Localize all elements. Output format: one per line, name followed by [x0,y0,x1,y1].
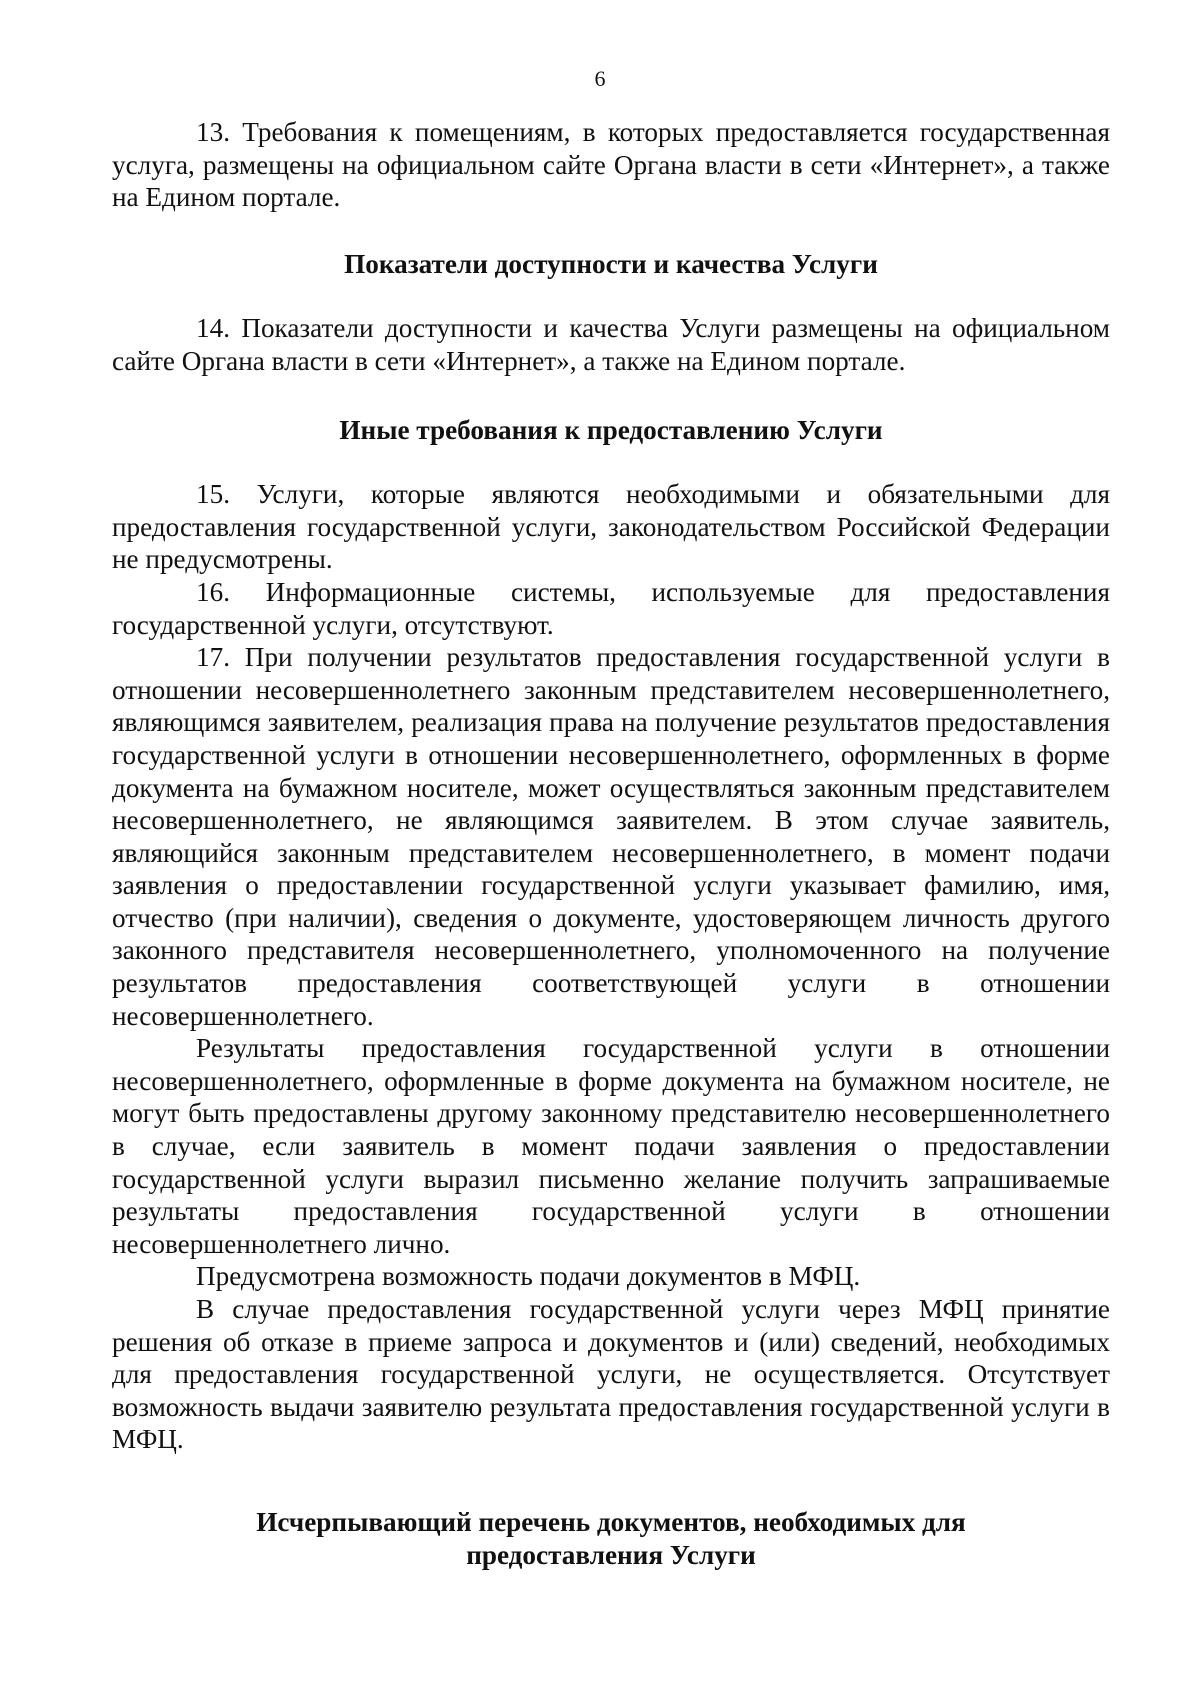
heading-documents-line-1: Исчерпывающий перечень документов, необходимых для [256,1506,966,1537]
paragraph-17-results: Результаты предоставления государственной услуги в отношении несовершеннолетнего, оформленные в форме документа на бумажном носителе, не могут быть предоставлены другому законному представителю несовершеннолетнего в случае, если заявитель в момент подачи заявления о предоставлении государственной услуги выразил письменно желание получить запрашиваемые результаты предоставления государственной услуги в отношении несовершеннолетнего лично. [112,1033,1110,1259]
heading-quality: Показатели доступности и качества Услуги [344,248,878,279]
paragraph-17-case: В случае предоставления государственной услуги через МФЦ принятие решения об отказе в приеме запроса и документов и (или) сведений, необходимых для предоставления государственной услуги, не осуществляется. Отсутствует возможность выдачи заявителю результата предоставления государственной услуги в МФЦ. [112,1294,1110,1455]
paragraph-16: 16. Информационные системы, используемые для предоставления государственной услуги, отсутствуют. [112,576,1110,640]
paragraph-14: 14. Показатели доступности и качества Услуги размещены на официальном сайте Органа власти в сети «Интернет», а также на Едином портале. [112,313,1110,376]
document-body [112,116,1110,1571]
paragraph-13: 13. Требования к помещениям, в которых предоставляется государственная услуга, размещены на официальном сайте Органа власти в сети «Интернет», а также на Едином портале. [112,117,1110,213]
paragraph-17-mfc: Предусмотрена возможность подачи документов в МФЦ. [196,1261,861,1292]
paragraph-15: 15. Услуги, которые являются необходимыми и обязательными для предоставления государственной услуги, законодательством Российской Федерации не предусмотрены. [112,479,1110,575]
heading-documents-line-2: предоставления Услуги [466,1539,756,1570]
paragraph-17: 17. При получении результатов предоставления государственной услуги в отношении несовершеннолетнего законным представителем несовершеннолетнего, являющимся заявителем, реализация права на получение результатов предоставления государственной услуги в отношении несовершеннолетнего, оформленных в форме документа на бумажном носителе, может осуществляться законным представителем несовершеннолетнего, не являющимся заявителем. В этом случае заявитель, являющийся законным представителем несовершеннолетнего, в момент подачи заявления о предоставлении государственной услуги указывает фамилию, имя, отчество (при наличии), сведения о документе, удостоверяющем личность другого законного представителя несовершеннолетнего, уполномоченного на получение результатов предоставления соответствующей услуги в отношении несовершеннолетнего. [112,642,1110,1031]
page-number: 6 [594,66,606,91]
heading-other-requirements: Иные требования к предоставлению Услуги [339,414,883,445]
